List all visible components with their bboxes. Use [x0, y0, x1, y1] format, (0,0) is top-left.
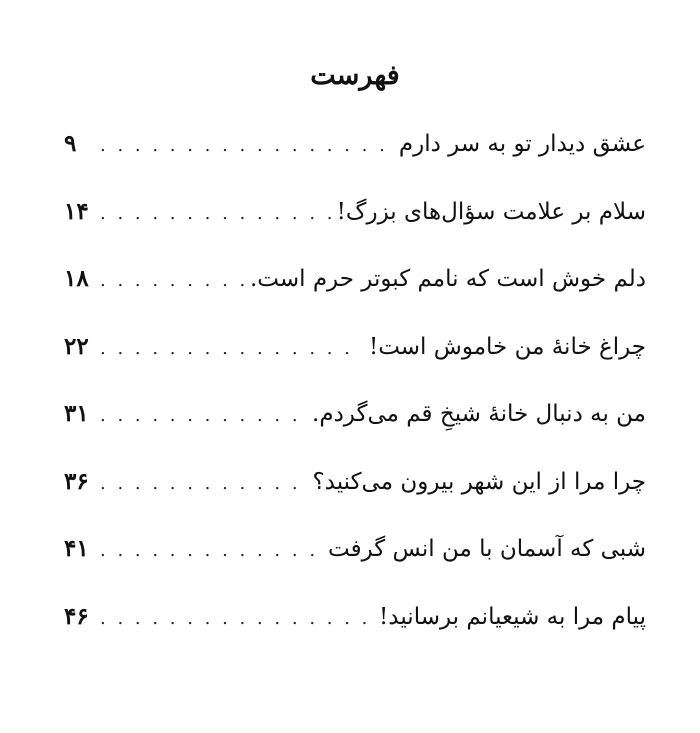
dot-leader — [100, 585, 373, 653]
toc-entry-page-number: ۴۶ — [64, 602, 89, 630]
toc-entry-page-number: ۴۱ — [64, 535, 89, 562]
dot-leader — [100, 112, 393, 180]
toc-entry-5[interactable] — [64, 380, 646, 448]
dot-leader — [100, 450, 306, 518]
toc-entry-page-number: ۲۲ — [64, 332, 89, 360]
toc-entry-6[interactable] — [64, 448, 646, 516]
dot-leader — [100, 382, 306, 450]
toc-entry-8[interactable] — [64, 583, 646, 651]
toc-entry-title: چرا مرا از این شهر بیرون می‌کنید؟ — [312, 468, 646, 495]
dot-leader — [100, 180, 331, 248]
toc-entry-title: چراغ خانۀ من خاموش است! — [368, 333, 646, 360]
dot-leader — [100, 247, 244, 315]
toc-entry-2[interactable] — [64, 178, 646, 246]
toc-entry-title: سلام بر علامت سؤال‌های بزرگ! — [336, 198, 646, 225]
toc-entry-title: پیام مرا به شیعیانم برسانید! — [379, 603, 646, 630]
toc-entry-page-number: ۳۱ — [64, 400, 89, 427]
dot-leader — [100, 315, 363, 383]
toc-entry-page-number: ۱۸ — [64, 265, 89, 292]
toc-entry-4[interactable] — [64, 313, 646, 381]
toc-entry-1[interactable] — [64, 110, 646, 178]
toc-entry-title: عشق دیدار تو به سر دارم — [398, 131, 646, 157]
toc-entry-page-number: ۱۴ — [64, 197, 89, 225]
page-title: فهرست — [310, 60, 400, 91]
toc-entry-3[interactable] — [64, 245, 646, 313]
table-of-contents — [64, 110, 646, 650]
dot-leader — [100, 517, 322, 585]
toc-entry-title: شبی که آسمان با من انس گرفت — [328, 536, 646, 562]
toc-entry-7[interactable] — [64, 515, 646, 583]
toc-entry-page-number: ۳۶ — [64, 467, 89, 495]
toc-entry-page-number: ۹ — [64, 130, 77, 157]
toc-entry-title: دلم خوش است که نامم کبوتر حرم است. — [249, 266, 646, 292]
toc-entry-title: من به دنبال خانۀ شیخِ قم می‌گردم. — [312, 401, 646, 427]
